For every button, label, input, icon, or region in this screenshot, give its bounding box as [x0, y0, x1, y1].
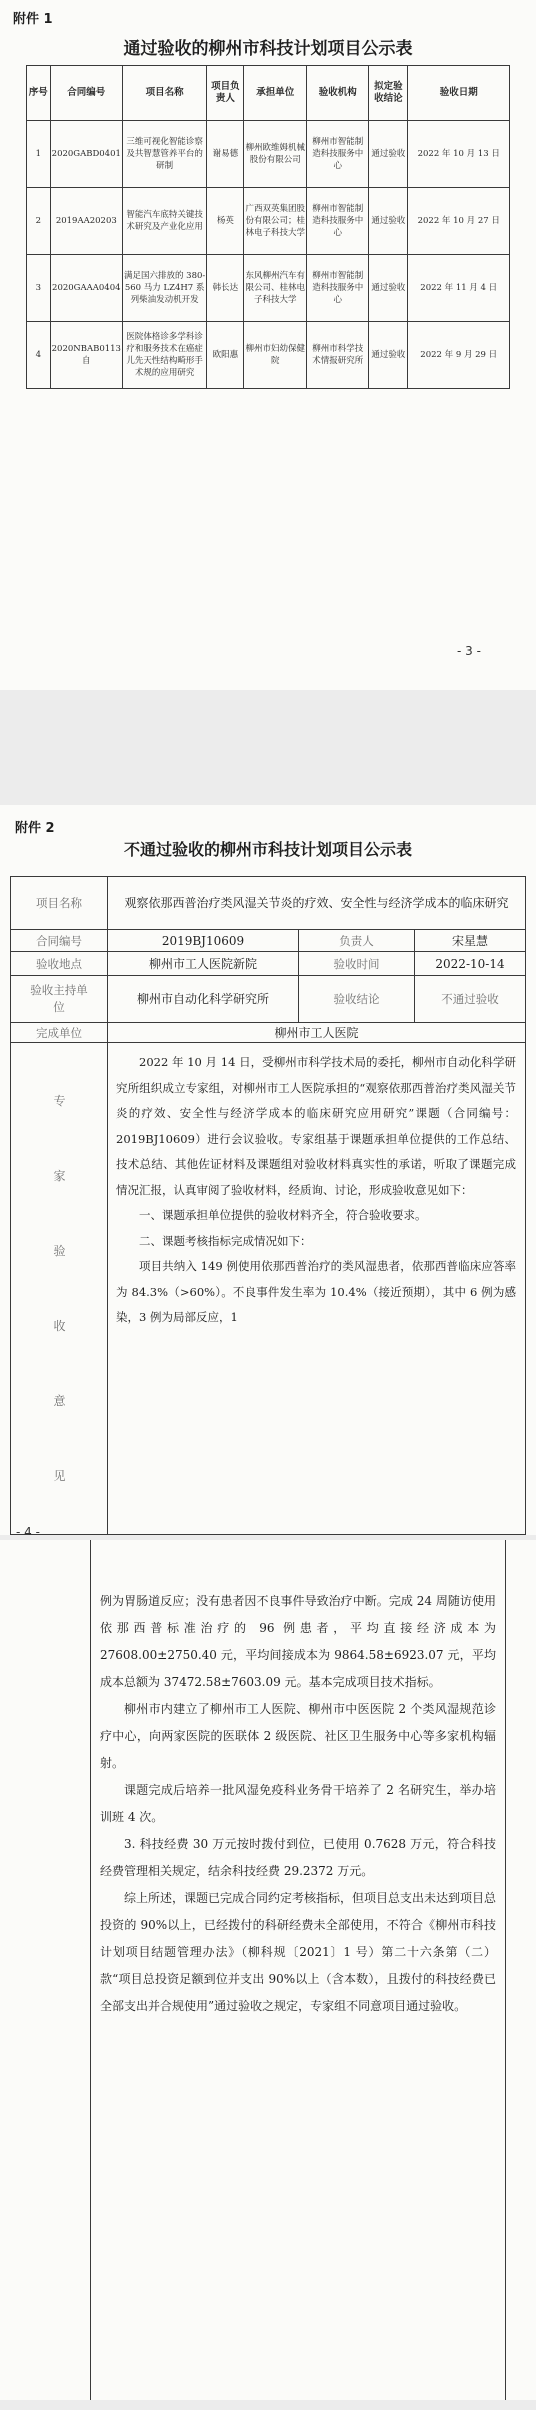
place-label: 验收地点 [11, 952, 108, 976]
page-number: - 3 - [457, 644, 481, 658]
header-cell: 拟定验收结论 [369, 66, 408, 121]
table-cell: 1 [27, 121, 51, 188]
table-cell: 柳州市智能制造科技服务中心 [307, 121, 369, 188]
table-cell: 谢易德 [207, 121, 244, 188]
conclusion-value: 不通过验收 [415, 976, 525, 1023]
expert-opinion-char: 专 [53, 1094, 66, 1108]
header-cell: 承担单位 [244, 66, 307, 121]
page-title: 通过验收的柳州市科技计划项目公示表 [123, 39, 413, 59]
page-number: - 4 - [16, 1525, 40, 1535]
opinion-paragraph: 例为胃肠道反应；没有患者因不良事件导致治疗中断。完成 24 周随访使用依那西普标准治疗的 96 例患者，平均直接经济成本为 27608.00±2750.40 元，平均间接成本为 9864.58±6923.07 元，平均成本总额为 37472.58±7603.09 元。基本完成项目技术指标。 [100, 1594, 496, 1689]
header-cell: 项目负责人 [207, 66, 244, 121]
table-cell: 东风柳州汽车有限公司、桂林电子科技大学 [244, 255, 307, 322]
document-page-3 [0, 1540, 536, 2400]
project-name-label: 项目名称 [11, 877, 108, 930]
expert-opinion-text [116, 1050, 516, 1331]
host-label: 验收主持单位 [11, 976, 108, 1023]
table-cell: 4 [27, 322, 51, 389]
opinion-paragraph: 二、课题考核指标完成情况如下： [139, 1233, 312, 1248]
opinion-paragraph: 柳州市内建立了柳州市工人医院、柳州市中医医院 2 个类风湿规范诊疗中心，向两家医院的医联体 2 级医院、社区卫生服务中心等多家机构辐射。 [100, 1702, 496, 1770]
header-cell: 项目名称 [122, 66, 206, 121]
table-cell: 2022 年 10 月 13 日 [408, 121, 510, 188]
expert-opinion-label [11, 1063, 108, 1513]
contract-no-value: 2019BJ10609 [108, 930, 299, 952]
time-value: 2022-10-14 [415, 952, 525, 976]
failed-project-table [10, 876, 526, 1535]
table-cell: 柳州市妇幼保健院 [244, 322, 307, 389]
table-cell: 2020GABD0401 [50, 121, 122, 188]
opinion-paragraph: 一、课题承担单位提供的验收材料齐全，符合验收要求。 [139, 1208, 427, 1222]
table-cell: 2022 年 11 月 4 日 [408, 255, 510, 322]
table-cell: 2022 年 9 月 29 日 [408, 322, 510, 389]
table-cell: 2020NBAB0113 自 [50, 322, 122, 389]
attachment-label: 附件 1 [13, 12, 53, 27]
project-name-value: 观察依那西普治疗类风湿关节炎的疗效、安全性与经济学成本的临床研究 [108, 877, 525, 930]
table-header-row [27, 66, 510, 121]
document-page-2 [0, 805, 536, 1535]
table-cell: 智能汽车底特关键技术研究及产业化应用 [122, 188, 206, 255]
unit-value: 柳州市工人医院 [108, 1023, 525, 1043]
table-cell: 2022 年 10 月 27 日 [408, 188, 510, 255]
table-cell: 医院体格诊多学科诊疗和服务技术在癌症儿先天性结构畸形手术规的应用研究 [122, 322, 206, 389]
header-cell: 验收机构 [307, 66, 369, 121]
table-cell: 杨英 [207, 188, 244, 255]
table-left-border [90, 1540, 91, 2400]
table-cell: 通过验收 [369, 322, 408, 389]
table-cell: 柳州市科学技术情报研究所 [307, 322, 369, 389]
expert-opinion-char: 意 [53, 1394, 66, 1408]
opinion-paragraph: 综上所述，课题已完成合同约定考核指标，但项目总支出未达到项目总投资的 90%以上，已经拨付的科研经费未全部使用，不符合《柳州市科技计划项目结题管理办法》（柳科规〔2021〕1 号）第二十六条第（二）款“项目总投资足额到位并支出 90%以上（含本数），且拨付的科技经费已全部支出并合规使用”通过验收之规定，专家组不同意项目通过验收。 [100, 1891, 497, 2013]
expert-opinion-char: 验 [53, 1244, 66, 1258]
table-cell: 广西双英集团股份有限公司；桂林电子科技大学 [244, 188, 307, 255]
header-cell: 序号 [27, 66, 51, 121]
opinion-paragraph: 3. 科技经费 30 万元按时拨付到位，已使用 0.7628 万元，符合科技经费管理相关规定，结余科技经费 29.2372 万元。 [100, 1837, 496, 1878]
header-cell: 合同编号 [50, 66, 122, 121]
table-cell: 柳州市智能制造科技服务中心 [307, 188, 369, 255]
table-right-border [505, 1540, 506, 2400]
conclusion-label: 验收结论 [299, 976, 415, 1023]
leader-value: 宋星慧 [415, 930, 525, 952]
opinion-paragraph: 课题完成后培养一批风湿免疫科业务骨干培养了 2 名研究生，举办培训班 4 次。 [100, 1783, 496, 1824]
table-cell: 满足国六排放的 380-560 马力 LZ4H7 系列柴油发动机开发 [122, 255, 206, 322]
table-cell: 三维可视化智能诊察及共智慧管养平台的研制 [122, 121, 206, 188]
table-row [27, 255, 510, 322]
table-row [27, 322, 510, 389]
table-row [27, 121, 510, 188]
contract-no-label: 合同编号 [11, 930, 108, 952]
table-cell: 通过验收 [369, 255, 408, 322]
attachment-label: 附件 2 [15, 821, 55, 836]
leader-label: 负责人 [299, 930, 415, 952]
table-body [27, 121, 510, 389]
table-cell: 柳州市智能制造科技服务中心 [307, 255, 369, 322]
table-cell: 通过验收 [369, 188, 408, 255]
table-cell: 2020GAAA0404 [50, 255, 122, 322]
opinion-paragraph: 2022 年 10 月 14 日，受柳州市科学技术局的委托，柳州市自动化科学研究所组织成立专家组，对柳州市工人医院承担的“观察依那西普治疗类风湿关节炎的疗效、安全性与经济学成本的临床研究应用研究”课题（合同编号：2019BJ10609）进行会议验收。专家组基于课题承担单位提供的工作总结、技术总结、其他佐证材料及课题组对验收材料真实性的承诺，听取了课题完成情况汇报，认真审阅了验收材料，经质询、讨论，形成验收意见如下： [116, 1055, 516, 1197]
table-cell: 欧阳惠 [207, 322, 244, 389]
expert-opinion-char: 家 [53, 1169, 66, 1183]
expert-opinion-continued [100, 1588, 496, 2020]
table-cell: 2 [27, 188, 51, 255]
place-value: 柳州市工人医院新院 [108, 952, 299, 976]
header-cell: 验收日期 [408, 66, 510, 121]
passed-projects-table [26, 65, 510, 389]
table-cell: 韩长达 [207, 255, 244, 322]
page-title: 不通过验收的柳州市科技计划项目公示表 [123, 840, 412, 859]
expert-opinion-char: 见 [53, 1469, 66, 1483]
host-value: 柳州市自动化科学研究所 [108, 976, 299, 1023]
document-page-1 [0, 0, 536, 690]
unit-label: 完成单位 [11, 1023, 108, 1043]
time-label: 验收时间 [299, 952, 415, 976]
opinion-paragraph: 项目共纳入 149 例使用依那西普治疗的类风湿患者，依那西普临床应答率为 84.3%（>60%）。不良事件发生率为 10.4%（接近预期），其中 6 例为感染，3 例为局部反应，1 [116, 1259, 516, 1324]
table-cell: 3 [27, 255, 51, 322]
table-row [27, 188, 510, 255]
table-cell: 通过验收 [369, 121, 408, 188]
table-cell: 柳州欧维姆机械股份有限公司 [244, 121, 307, 188]
expert-opinion-char: 收 [53, 1319, 66, 1333]
table-cell: 2019AA20203 [50, 188, 122, 255]
